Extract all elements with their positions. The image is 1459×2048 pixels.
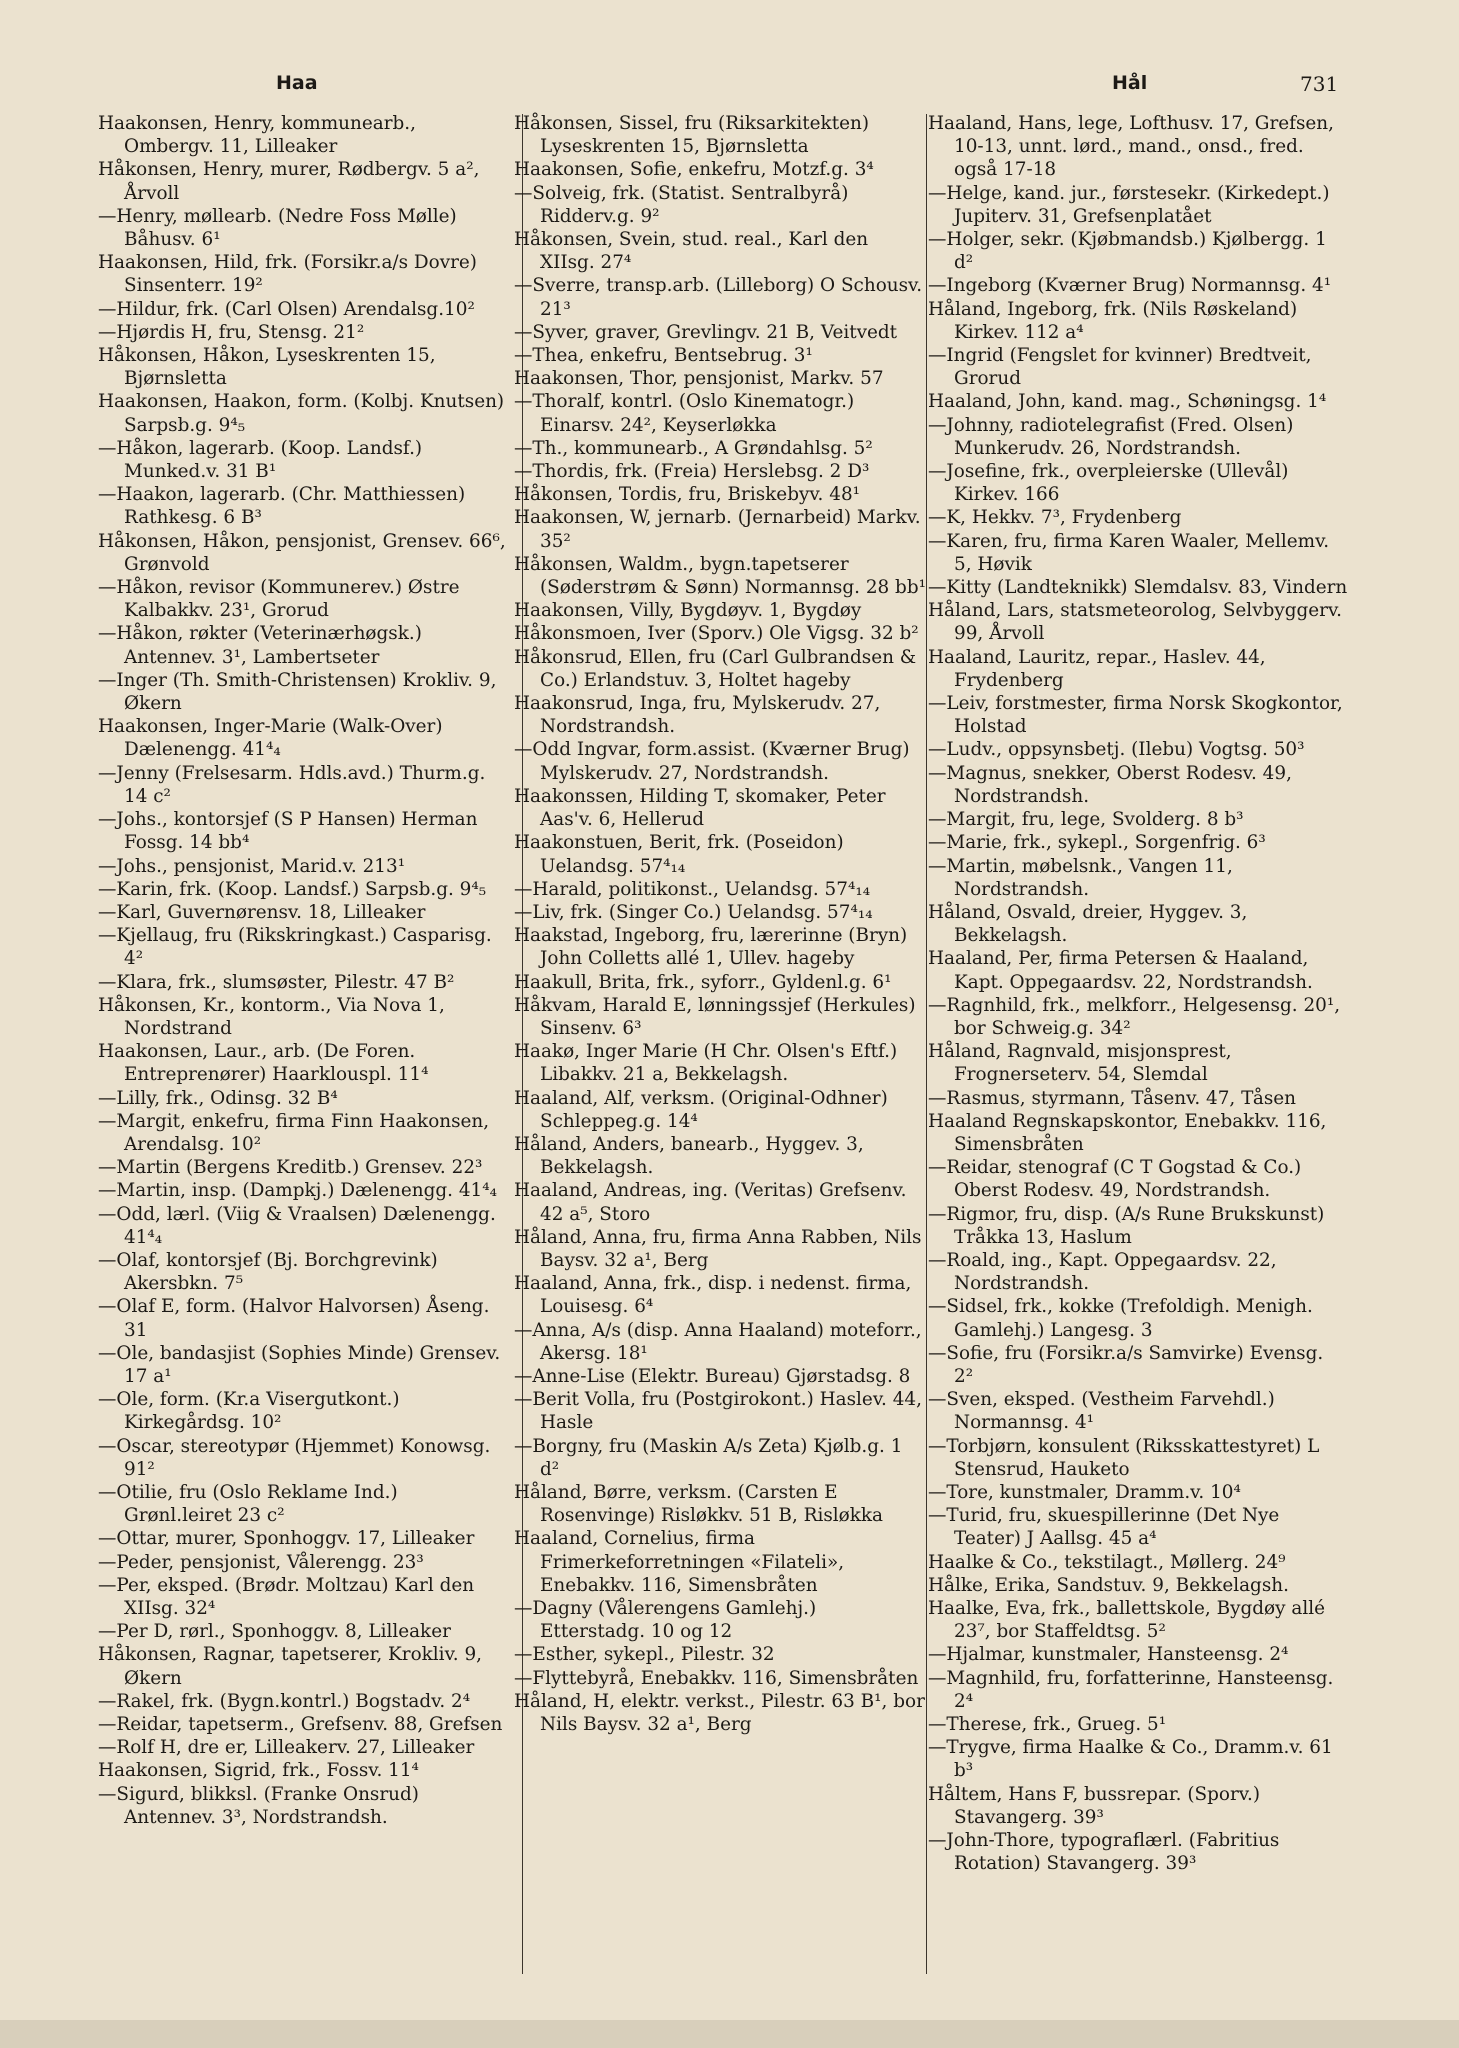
directory-entry: —Solveig, frk. (Statist. Sentralbyrå) Ridderv.g. 9² — [514, 182, 849, 227]
directory-entry: —Turid, fru, skuespillerinne (Det Nye Teater) J Aallsg. 45 a⁴ — [928, 1505, 1280, 1550]
directory-entry: —Ole, form. (Kr.a Visergutkont.) Kirkegårdsg. 10² — [98, 1389, 400, 1434]
directory-entry: Haakonsen, Haakon, form. (Kolbj. Knutsen) Sarpsb.g. 9⁴₅ — [98, 391, 505, 436]
directory-entry: —Anna, A/s (disp. Anna Haaland) moteforr., Akersg. 18¹ — [514, 1319, 922, 1364]
directory-entry: Håkonsen, Håkon, Lyseskrenten 15, Bjørnsletta — [98, 345, 436, 390]
directory-entry: Håland, Ragnvald, misjonsprest, Frognerseterv. 54, Slemdal — [928, 1041, 1232, 1086]
running-head-left: Haa — [276, 72, 318, 94]
directory-entry: —Esther, sykepl., Pilestr. 32 — [514, 1644, 775, 1666]
directory-entry: —Oscar, stereotypør (Hjemmet) Konowsg. 91² — [98, 1435, 491, 1480]
directory-entry: —Helge, kand. jur., førstesekr. (Kirkedept.) Jupiterv. 31, Grefsenplatået — [928, 182, 1330, 227]
directory-entry: —Sven, eksped. (Vestheim Farvehdl.) Normannsg. 4¹ — [928, 1389, 1275, 1434]
directory-entry: —Odd, lærl. (Viig & Vraalsen) Dælenengg. 41⁴₄ — [98, 1203, 496, 1248]
directory-entry: —Thoralf, kontrl. (Oslo Kinematogr.) Einarsv. 24², Keyserløkka — [514, 391, 855, 436]
directory-entry: —Reidar, tapetserm., Grefsenv. 88, Grefsen — [98, 1714, 503, 1736]
directory-entry: Haaland, Andreas, ing. (Veritas) Grefsenv. 42 a⁵, Storo — [514, 1180, 907, 1225]
directory-entry: —Olaf, kontorsjef (Bj. Borchgrevink) Akersbkn. 7⁵ — [98, 1249, 438, 1295]
directory-entry: —Sverre, transp.arb. (Lilleborg) O Schousv. 21³ — [514, 275, 923, 320]
directory-entry: Håkonsen, Håkon, pensjonist, Grensev. 66⁶, Grønvold — [98, 530, 506, 575]
column-2 — [514, 112, 926, 1987]
directory-entry: —Reidar, stenograf (C T Gogstad & Co.) Oberst Rodesv. 49, Nordstrandsh. — [928, 1157, 1302, 1202]
directory-entry: —Thordis, frk. (Freia) Herslebsg. 2 D³ — [514, 461, 870, 483]
directory-entry: —Rolf H, dre er, Lilleakerv. 27, Lilleaker — [98, 1737, 475, 1759]
directory-entry: —Håkon, revisor (Kommunerev.) Østre Kalbakkv. 23¹, Grorud — [98, 577, 460, 622]
column-3 — [928, 112, 1348, 1987]
directory-entry: —Margit, fru, lege, Svolderg. 8 b³ — [928, 809, 1244, 831]
directory-entry: —K, Hekkv. 7³, Frydenberg — [928, 507, 1182, 529]
directory-entry: —Anne-Lise (Elektr. Bureau) Gjørstadsg. 8 — [514, 1365, 911, 1387]
directory-entry: —Håkon, røkter (Veterinærhøgsk.) Antennev. 3¹, Lambertseter — [98, 623, 422, 668]
directory-entry: —Holger, sekr. (Kjøbmandsb.) Kjølbergg. 1 d² — [928, 229, 1327, 274]
directory-entry: —Martin, møbelsnk., Vangen 11, Nordstrandsh. — [928, 855, 1233, 900]
directory-entry: —Håkon, lagerarb. (Koop. Landsf.) Munked.v. 31 B¹ — [98, 437, 423, 483]
directory-entry: Haakstad, Ingeborg, fru, lærerinne (Bryn) John Colletts allé 1, Ullev. hageby — [514, 925, 908, 970]
directory-entry: —Lilly, frk., Odinsg. 32 B⁴ — [98, 1087, 338, 1109]
directory-entry: —Johs., kontorsjef (S P Hansen) Herman Fossg. 14 bb⁴ — [98, 809, 478, 854]
directory-entry: —Johs., pensjonist, Marid.v. 213¹ — [98, 855, 406, 877]
directory-entry: —Ludv., oppsynsbetj. (Ilebu) Vogtsg. 50³ — [928, 739, 1305, 761]
directory-entry: Håkonsen, Waldm., bygn.tapetserer (Søderstrøm & Sønn) Normannsg. 28 bb¹ — [514, 553, 926, 599]
directory-entry: —Therese, frk., Grueg. 5¹ — [928, 1714, 1167, 1736]
directory-entry: —Karin, frk. (Koop. Landsf.) Sarpsb.g. 9⁴₅ — [98, 878, 487, 900]
directory-entry: —Syver, graver, Grevlingv. 21 B, Veitvedt — [514, 321, 898, 343]
directory-entry: —Torbjørn, konsulent (Riksskattestyret) L Stensrud, Hauketo — [928, 1435, 1320, 1480]
directory-entry: —Rasmus, styrmann, Tåsenv. 47, Tåsen — [928, 1087, 1296, 1109]
directory-entry: Haaland, Cornelius, firma Frimerkeforretningen «Filateli», Enebakkv. 116, Simensbråten — [514, 1528, 845, 1596]
directory-entry: —Flyttebyrå, Enebakkv. 116, Simensbråten — [514, 1667, 919, 1689]
directory-entry: —Roald, ing., Kapt. Oppegaardsv. 22, Nordstrandsh. — [928, 1249, 1277, 1295]
directory-entry: —Johnny, radiotelegrafist (Fred. Olsen) Munkerudv. 26, Nordstrandsh. — [928, 414, 1294, 459]
directory-entry: Haakonsen, Sigrid, frk., Fossv. 11⁴ — [98, 1760, 419, 1782]
directory-entry: —Hjørdis H, fru, Stensg. 21² — [98, 321, 365, 343]
directory-entry: Haakonsrud, Inga, fru, Mylskerudv. 27, Nordstrandsh. — [514, 693, 881, 738]
directory-entry: —Jenny (Frelsesarm. Hdls.avd.) Thurm.g. 14 c² — [98, 762, 486, 807]
directory-entry: Haakonsen, Sofie, enkefru, Motzf.g. 3⁴ — [514, 159, 874, 181]
directory-entry: Haakull, Brita, frk., syforr., Gyldenl.g. 6¹ — [514, 971, 892, 993]
directory-entry: —Ragnhild, frk., melkforr., Helgesensg. 20¹, bor Schweig.g. 34² — [928, 994, 1341, 1039]
directory-entry: —Marie, frk., sykepl., Sorgenfrig. 6³ — [928, 832, 1266, 854]
directory-entry: —Sidsel, frk., kokke (Trefoldigh. Menigh. Gamlehj.) Langesg. 3 — [928, 1296, 1313, 1341]
running-head-right: Hål — [1112, 72, 1148, 94]
directory-entry: Haalke & Co., tekstilagt., Møllerg. 24⁹ — [928, 1551, 1286, 1573]
directory-entry: —Odd Ingvar, form.assist. (Kværner Brug) Mylskerudv. 27, Nordstrandsh. — [514, 739, 910, 784]
directory-entry: Håltem, Hans F, bussrepar. (Sporv.) Stavangerg. 39³ — [928, 1783, 1261, 1828]
directory-entry: Haakonsen, Thor, pensjonist, Markv. 57 — [514, 368, 884, 390]
directory-entry: —Rakel, frk. (Bygn.kontrl.) Bogstadv. 2⁴ — [98, 1690, 471, 1712]
directory-entry: —Sofie, fru (Forsikr.a/s Samvirke) Evensg. 2² — [928, 1342, 1324, 1387]
directory-entry: —Martin (Bergens Kreditb.) Grensev. 22³ — [98, 1157, 483, 1179]
directory-entry: Haakonssen, Hilding T, skomaker, Peter Aas'v. 6, Hellerud — [514, 785, 886, 831]
directory-entry: —Rigmor, fru, disp. (A/s Rune Brukskunst) Tråkka 13, Haslum — [928, 1203, 1325, 1248]
directory-entry: —Hjalmar, kunstmaler, Hansteensg. 2⁴ — [928, 1644, 1289, 1666]
directory-entry: —Th., kommunearb., A Grøndahlsg. 5² — [514, 437, 873, 459]
directory-entry: —Haakon, lagerarb. (Chr. Matthiessen) Rathkesg. 6 B³ — [98, 484, 466, 529]
directory-entry: Håkonsen, Tordis, fru, Briskebyv. 48¹ — [514, 484, 861, 506]
page-number: 731 — [1300, 72, 1339, 96]
directory-entry: —Martin, insp. (Dampkj.) Dælenengg. 41⁴₄ — [98, 1180, 497, 1202]
directory-entry: —Peder, pensjonist, Vålerengg. 23³ — [98, 1551, 424, 1573]
directory-entry: —Kitty (Landteknikk) Slemdalsv. 83, Vindern — [928, 577, 1348, 599]
directory-entry: —John-Thore, typograflærl. (Fabritius Rotation) Stavangerg. 39³ — [928, 1830, 1280, 1875]
directory-entry: —Sigurd, blikksl. (Franke Onsrud) Antennev. 3³, Nordstrandsh. — [98, 1783, 419, 1828]
directory-entry: Håland, Anna, fru, firma Anna Rabben, Nils Baysv. 32 a¹, Berg — [514, 1226, 922, 1271]
directory-entry: Håkonsrud, Ellen, fru (Carl Gulbrandsen & Co.) Erlandstuv. 3, Holtet hageby — [514, 646, 917, 691]
directory-entry: Håland, Lars, statsmeteorolog, Selvbyggerv. 99, Årvoll — [928, 600, 1343, 645]
directory-entry: —Ottar, murer, Sponhoggv. 17, Lilleaker — [98, 1528, 475, 1550]
column-1 — [98, 112, 510, 1987]
directory-entry: Haaland, Hans, lege, Lofthusv. 17, Grefsen, 10-13, unnt. lørd., mand., onsd., fred. også 17-18 — [928, 113, 1334, 181]
directory-entry: —Karl, Guvernørensv. 18, Lilleaker — [98, 901, 426, 923]
directory-entry: —Trygve, firma Haalke & Co., Dramm.v. 61 b³ — [928, 1737, 1333, 1782]
directory-entry: Håland, Ingeborg, frk. (Nils Røskeland) Kirkev. 112 a⁴ — [928, 298, 1298, 343]
directory-entry: Håkonsmoen, Iver (Sporv.) Ole Vigsg. 32 b² — [514, 623, 919, 645]
directory-entry: —Harald, politikonst., Uelandsg. 57⁴₁₄ — [514, 878, 871, 900]
directory-entry: Håland, Børre, verksm. (Carsten E Rosenvinge) Risløkkv. 51 B, Risløkka — [514, 1481, 884, 1527]
directory-entry: —Olaf E, form. (Halvor Halvorsen) Åseng. 31 — [98, 1296, 490, 1341]
directory-entry: —Berit Volla, fru (Postgirokont.) Haslev. 44, Hasle — [514, 1389, 922, 1434]
directory-entry: —Borgny, fru (Maskin A/s Zeta) Kjølb.g. 1 d² — [514, 1435, 903, 1480]
directory-entry: Haaland, Lauritz, repar., Haslev. 44, Frydenberg — [928, 646, 1266, 691]
directory-entry: —Margit, enkefru, firma Finn Haakonsen, Arendalsg. 10² — [98, 1110, 490, 1155]
directory-entry: —Karen, fru, firma Karen Waaler, Mellemv. 5, Høvik — [928, 530, 1330, 575]
directory-entry: —Magnhild, fru, forfatterinne, Hansteensg. 2⁴ — [928, 1667, 1334, 1712]
directory-entry: Haakonstuen, Berit, frk. (Poseidon) Uelandsg. 57⁴₁₄ — [514, 832, 844, 877]
directory-entry: —Inger (Th. Smith-Christensen) Krokliv. 9, Økern — [98, 669, 497, 715]
directory-entry: Haalke, Eva, frk., ballettskole, Bygdøy allé 23⁷, bor Staffeldtsg. 5² — [928, 1598, 1325, 1643]
directory-entry: Haakonsen, Inger-Marie (Walk-Over) Dælenengg. 41⁴₄ — [98, 716, 443, 761]
directory-entry: Håland, Anders, banearb., Hyggev. 3, Bekkelagsh. — [514, 1133, 864, 1179]
directory-entry: —Tore, kunstmaler, Dramm.v. 10⁴ — [928, 1481, 1241, 1503]
directory-entry: Haaland, John, kand. mag., Schøningsg. 1⁴ — [928, 391, 1327, 413]
directory-entry: —Ingeborg (Kværner Brug) Normannsg. 4¹ — [928, 275, 1332, 297]
directory-entry: Hålke, Erika, Sandstuv. 9, Bekkelagsh. — [928, 1574, 1289, 1596]
directory-entry: Haakonsen, Laur., arb. (De Foren. Entreprenører) Haarklouspl. 11⁴ — [98, 1041, 429, 1086]
directory-entry: —Hildur, frk. (Carl Olsen) Arendalsg.10² — [98, 298, 475, 320]
directory-entry: —Otilie, fru (Oslo Reklame Ind.) Grønl.leiret 23 c² — [98, 1481, 398, 1527]
directory-entry: Haakonsen, Hild, frk. (Forsikr.a/s Dovre) Sinsenterr. 19² — [98, 252, 477, 297]
column-rule — [926, 114, 927, 1974]
directory-entry: Haakø, Inger Marie (H Chr. Olsen's Eftf.) Libakkv. 21 a, Bekkelagsh. — [514, 1041, 898, 1086]
page-edge — [0, 2020, 1459, 2048]
directory-entry: —Magnus, snekker, Oberst Rodesv. 49, Nordstrandsh. — [928, 762, 1292, 807]
directory-entry: Håland, Osvald, dreier, Hyggev. 3, Bekkelagsh. — [928, 901, 1248, 947]
directory-entry: Håkvam, Harald E, lønningssjef (Herkules) Sinsenv. 6³ — [514, 994, 916, 1039]
directory-entry: —Josefine, frk., overpleierske (Ullevål) Kirkev. 166 — [928, 461, 1289, 506]
directory-entry: —Kjellaug, fru (Rikskringkast.) Casparisg. 4² — [98, 925, 492, 970]
directory-entry: Haaland Regnskapskontor, Enebakkv. 116, Simensbråten — [928, 1110, 1327, 1155]
directory-entry: Håkonsen, Svein, stud. real., Karl den XIIsg. 27⁴ — [514, 229, 869, 274]
directory-entry: Håland, H, elektr. verkst., Pilestr. 63 B¹, bor Nils Baysv. 32 a¹, Berg — [514, 1690, 925, 1736]
directory-entry: —Liv, frk. (Singer Co.) Uelandsg. 57⁴₁₄ — [514, 901, 873, 923]
directory-entry: —Ingrid (Fengslet for kvinner) Bredtveit, Grorud — [928, 345, 1312, 390]
directory-entry: Haakonsen, W, jernarb. (Jernarbeid) Markv. 35² — [514, 507, 921, 552]
directory-entry: —Per, eksped. (Brødr. Moltzau) Karl den XIIsg. 32⁴ — [98, 1574, 475, 1619]
directory-entry: Haakonsen, Henry, kommunearb., Ombergv. 11, Lilleaker — [98, 113, 416, 158]
directory-entry: Haaland, Per, firma Petersen & Haaland, Kapt. Oppegaardsv. 22, Nordstrandsh. — [928, 948, 1313, 993]
directory-entry: —Leiv, forstmester, firma Norsk Skogkontor, Holstad — [928, 693, 1343, 738]
directory-entry: Håkonsen, Ragnar, tapetserer, Krokliv. 9, Økern — [98, 1644, 483, 1689]
directory-entry: Haaland, Anna, frk., disp. i nedenst. firma, Louisesg. 6⁴ — [514, 1273, 912, 1318]
directory-entry: —Ole, bandasjist (Sophies Minde) Grensev. 17 a¹ — [98, 1342, 501, 1387]
directory-entry: —Dagny (Vålerengens Gamlehj.) Etterstadg. 10 og 12 — [514, 1598, 817, 1643]
directory-entry: —Per D, rørl., Sponhoggv. 8, Lilleaker — [98, 1621, 451, 1643]
directory-entry: Håkonsen, Sissel, fru (Riksarkitekten) Lyseskrenten 15, Bjørnsletta — [514, 113, 869, 158]
directory-entry: Håkonsen, Henry, murer, Rødbergv. 5 a², Årvoll — [98, 159, 480, 204]
directory-entry: Håkonsen, Kr., kontorm., Via Nova 1, Nordstrand — [98, 994, 445, 1039]
directory-entry: —Thea, enkefru, Bentsebrug. 3¹ — [514, 345, 813, 367]
directory-entry: Haakonsen, Villy, Bygdøyv. 1, Bygdøy — [514, 600, 862, 622]
directory-entry: Haaland, Alf, verksm. (Original-Odhner) Schleppeg.g. 14⁴ — [514, 1087, 888, 1132]
directory-entry: —Henry, møllearb. (Nedre Foss Mølle) Båhusv. 6¹ — [98, 205, 457, 251]
directory-entry: —Klara, frk., slumsøster, Pilestr. 47 B² — [98, 971, 455, 993]
